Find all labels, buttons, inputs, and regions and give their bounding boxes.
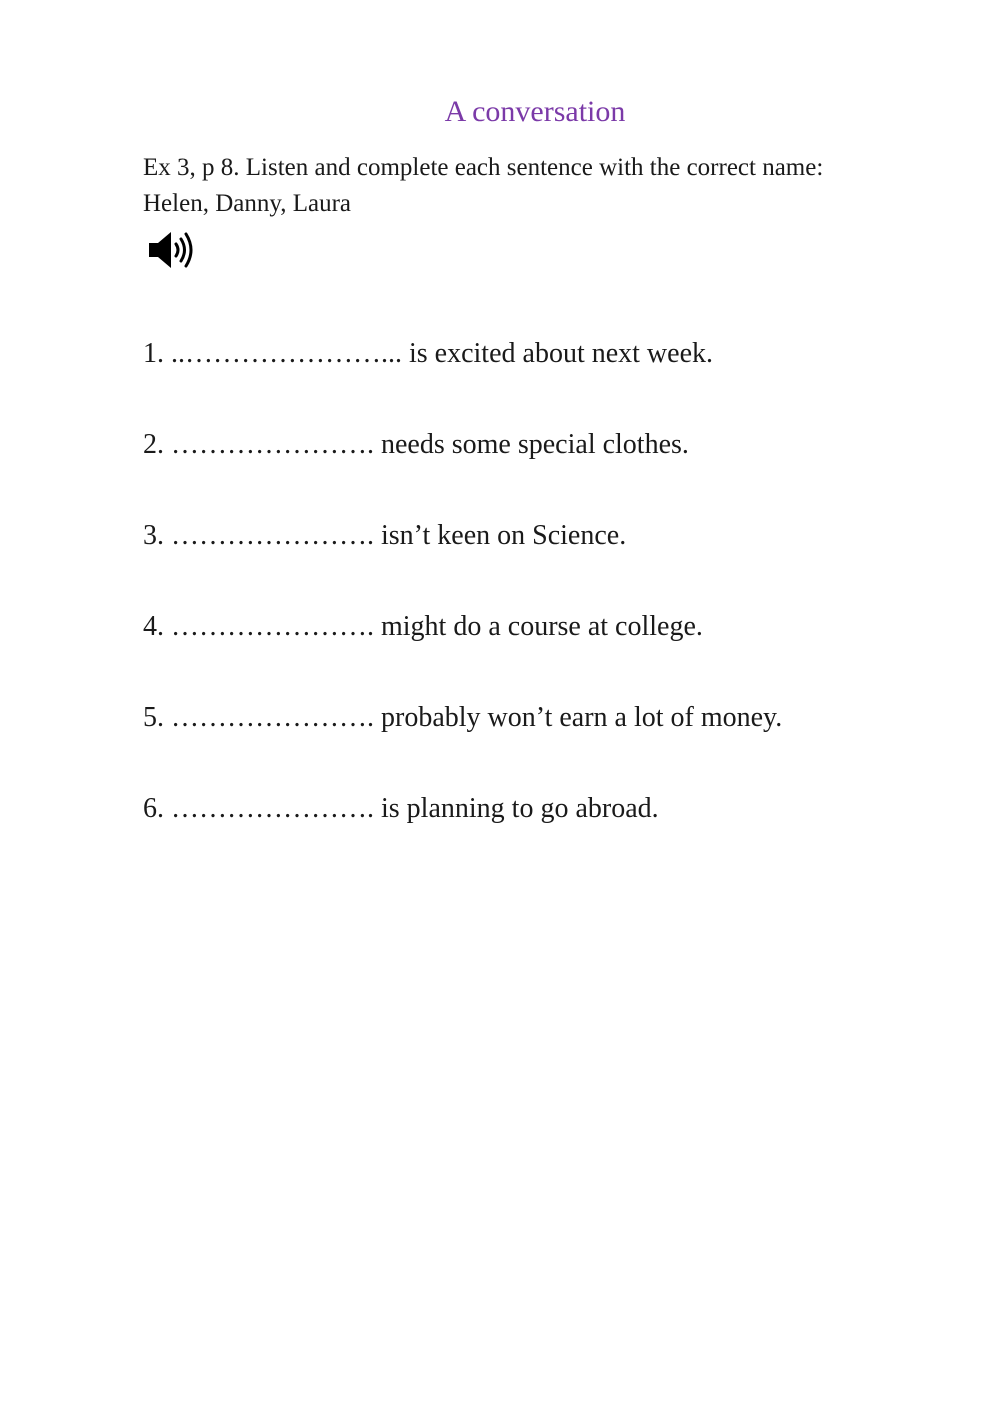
- answer-blank[interactable]: ………………….: [171, 520, 374, 551]
- list-item: [143, 425, 943, 465]
- answer-blank[interactable]: ………………….: [171, 429, 374, 460]
- item-number: 4.: [143, 611, 164, 642]
- item-number: 5.: [143, 702, 164, 733]
- instructions-line-2: Helen, Danny, Laura: [143, 190, 352, 217]
- audio-play-button[interactable]: [146, 228, 200, 272]
- list-item: [143, 698, 943, 738]
- item-text: might do a course at college.: [381, 611, 703, 642]
- item-text: isn’t keen on Science.: [381, 520, 627, 551]
- list-item: [143, 516, 943, 556]
- page-title: A conversation: [444, 95, 626, 128]
- speaker-icon: [146, 228, 200, 272]
- instructions-line-1: Ex 3, p 8. Listen and complete each sentence with the correct name:: [143, 154, 824, 181]
- item-text: needs some special clothes.: [381, 429, 689, 460]
- answer-blank[interactable]: ………………….: [171, 793, 374, 824]
- item-text: is excited about next week.: [409, 338, 714, 369]
- instructions: [143, 150, 903, 222]
- answer-blank[interactable]: ………………….: [171, 611, 374, 642]
- answer-blank[interactable]: ..…………………...: [171, 338, 402, 369]
- item-number: 6.: [143, 793, 164, 824]
- list-item: [143, 334, 943, 374]
- item-number: 1.: [143, 338, 164, 369]
- list-item: [143, 789, 943, 829]
- item-number: 3.: [143, 520, 164, 551]
- item-text: probably won’t earn a lot of money.: [381, 702, 783, 733]
- item-number: 2.: [143, 429, 164, 460]
- list-item: [143, 607, 943, 647]
- answer-blank[interactable]: ………………….: [171, 702, 374, 733]
- exercise-list: [143, 334, 943, 880]
- item-text: is planning to go abroad.: [381, 793, 659, 824]
